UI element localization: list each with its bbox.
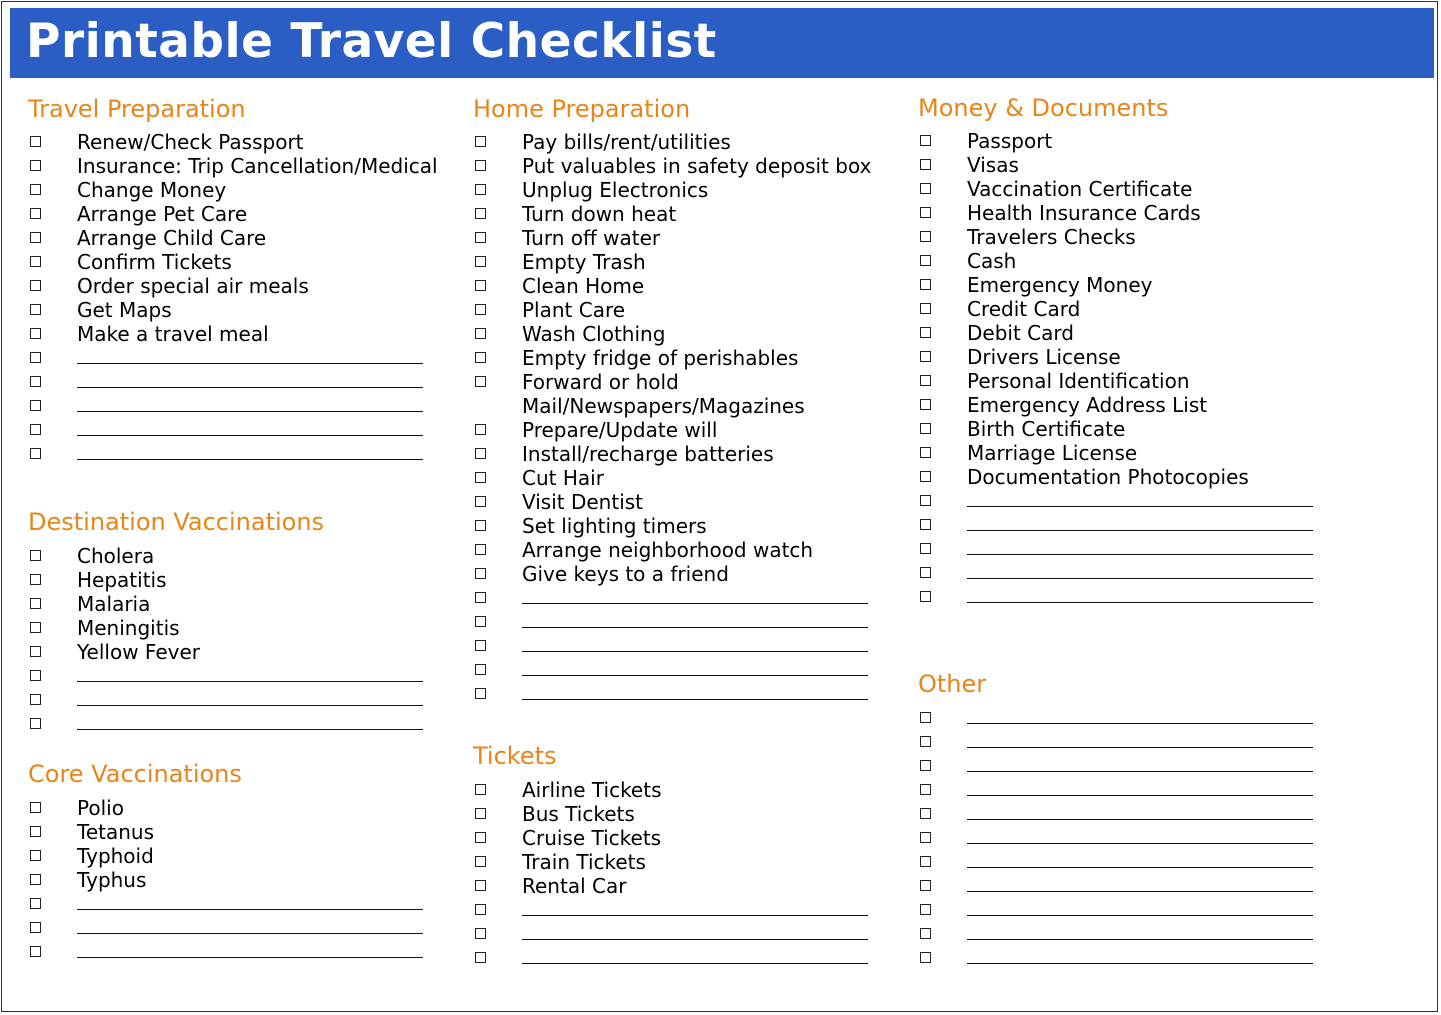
item-label: Prepare/Update will (522, 418, 718, 442)
item-label: Airline Tickets (522, 778, 662, 802)
blank-checklist-item[interactable] (473, 610, 913, 634)
blank-checklist-item[interactable] (918, 489, 1358, 513)
checkbox[interactable] (475, 568, 486, 579)
item-label: Visit Dentist (522, 490, 644, 514)
write-in-line[interactable] (967, 939, 1313, 940)
item-label: Put valuables in safety deposit box (522, 154, 872, 178)
checkbox[interactable] (920, 231, 931, 242)
blank-checklist-item[interactable] (918, 513, 1358, 537)
item-label: Hepatitis (77, 568, 167, 592)
checkbox[interactable] (475, 952, 486, 963)
checklist-item[interactable] (473, 442, 913, 466)
checklist-item[interactable] (918, 321, 1358, 345)
checklist-item[interactable] (28, 868, 468, 892)
item-label: Cut Hair (522, 466, 604, 490)
checkbox[interactable] (475, 160, 486, 171)
write-in-line[interactable] (967, 963, 1313, 964)
blank-checklist-item[interactable] (918, 946, 1358, 970)
item-label: Mail/Newspapers/Magazines (522, 394, 805, 418)
item-label: Clean Home (522, 274, 645, 298)
blank-checklist-item[interactable] (918, 850, 1358, 874)
checklist (918, 129, 1358, 609)
blank-checklist-item[interactable] (28, 712, 468, 736)
checklist (473, 778, 913, 970)
blank-checklist-item[interactable] (28, 370, 468, 394)
checkbox[interactable] (920, 880, 931, 891)
checkbox[interactable] (30, 850, 41, 861)
checklist-item[interactable] (28, 640, 468, 664)
checkbox[interactable] (475, 232, 486, 243)
checkbox[interactable] (30, 256, 41, 267)
blank-checklist-item[interactable] (28, 394, 468, 418)
write-in-line[interactable] (967, 891, 1313, 892)
checkbox[interactable] (475, 640, 486, 651)
blank-checklist-item[interactable] (918, 826, 1358, 850)
blank-checklist-item[interactable] (473, 658, 913, 682)
checklist-item[interactable] (28, 322, 468, 346)
item-label: Credit Card (967, 297, 1081, 321)
checkbox[interactable] (920, 519, 931, 530)
item-label: Drivers License (967, 345, 1121, 369)
item-label: Visas (967, 153, 1019, 177)
checkbox[interactable] (30, 304, 41, 315)
item-label: Give keys to a friend (522, 562, 729, 586)
item-label: Vaccination Certificate (967, 177, 1193, 201)
checkbox[interactable] (920, 567, 931, 578)
checklist-item[interactable] (28, 796, 468, 820)
checklist-item[interactable] (918, 225, 1358, 249)
item-label: Set lighting timers (522, 514, 707, 538)
checklist-item[interactable] (918, 273, 1358, 297)
item-label: Marriage License (967, 441, 1138, 465)
checkbox[interactable] (920, 760, 931, 771)
checkbox[interactable] (920, 904, 931, 915)
checklist-item[interactable] (473, 346, 913, 370)
checkbox[interactable] (475, 784, 486, 795)
checkbox[interactable] (475, 664, 486, 675)
write-in-line[interactable] (77, 411, 423, 412)
write-in-line[interactable] (522, 603, 868, 604)
checklist-item[interactable] (473, 466, 913, 490)
item-label: Wash Clothing (522, 322, 666, 346)
checkbox[interactable] (920, 399, 931, 410)
blank-checklist-item[interactable] (918, 922, 1358, 946)
blank-checklist-item[interactable] (28, 916, 468, 940)
item-label: Passport (967, 129, 1053, 153)
checklist-item[interactable] (473, 874, 913, 898)
checklist-item[interactable] (918, 129, 1358, 153)
blank-checklist-item[interactable] (918, 802, 1358, 826)
item-label: Personal Identification (967, 369, 1190, 393)
blank-checklist-item[interactable] (473, 682, 913, 706)
item-label: Order special air meals (77, 274, 309, 298)
checkbox[interactable] (920, 255, 931, 266)
section-heading: Money & Documents (918, 94, 1169, 122)
checkbox[interactable] (475, 616, 486, 627)
checkbox[interactable] (920, 928, 931, 939)
blank-checklist-item[interactable] (28, 418, 468, 442)
write-in-line[interactable] (967, 506, 1313, 507)
checkbox[interactable] (920, 351, 931, 362)
write-in-line[interactable] (967, 867, 1313, 868)
item-label: Make a travel meal (77, 322, 269, 346)
item-label: Cholera (77, 544, 155, 568)
checkbox[interactable] (920, 591, 931, 602)
write-in-line[interactable] (967, 795, 1313, 796)
blank-checklist-item[interactable] (918, 778, 1358, 802)
checklist-item[interactable] (473, 154, 913, 178)
item-label: Emergency Money (967, 273, 1153, 297)
blank-checklist-item[interactable] (28, 442, 468, 466)
write-in-line[interactable] (77, 729, 423, 730)
write-in-line[interactable] (77, 681, 423, 682)
checklist-item[interactable] (28, 274, 468, 298)
item-label: Plant Care (522, 298, 626, 322)
section-heading: Home Preparation (473, 95, 691, 123)
checkbox[interactable] (30, 136, 41, 147)
item-label: Renew/Check Passport (77, 130, 304, 154)
checklist-item[interactable] (473, 274, 913, 298)
item-label: Get Maps (77, 298, 172, 322)
write-in-line[interactable] (967, 747, 1313, 748)
checkbox[interactable] (475, 928, 486, 939)
item-label: Documentation Photocopies (967, 465, 1249, 489)
checklist-item[interactable] (918, 417, 1358, 441)
checklist-item[interactable] (473, 850, 913, 874)
checkbox[interactable] (475, 592, 486, 603)
item-label: Arrange neighborhood watch (522, 538, 814, 562)
blank-checklist-item[interactable] (473, 634, 913, 658)
write-in-line[interactable] (77, 933, 423, 934)
blank-checklist-item[interactable] (918, 561, 1358, 585)
checklist-item[interactable] (28, 226, 468, 250)
checklist-item[interactable] (28, 844, 468, 868)
write-in-line[interactable] (522, 939, 868, 940)
checklist-item[interactable] (473, 826, 913, 850)
write-in-line[interactable] (967, 915, 1313, 916)
checklist-item[interactable] (918, 249, 1358, 273)
checklist-item[interactable] (918, 297, 1358, 321)
checkbox[interactable] (30, 598, 41, 609)
checklist-item[interactable] (28, 568, 468, 592)
checkbox[interactable] (475, 328, 486, 339)
checkbox[interactable] (30, 208, 41, 219)
checklist-item[interactable] (473, 226, 913, 250)
blank-checklist-item[interactable] (918, 898, 1358, 922)
checklist-item[interactable] (473, 130, 913, 154)
write-in-line[interactable] (967, 530, 1313, 531)
item-continuation (473, 394, 913, 418)
checklist-item[interactable] (473, 418, 913, 442)
checkbox[interactable] (920, 712, 931, 723)
checklist-item[interactable] (918, 441, 1358, 465)
checklist-item[interactable] (473, 562, 913, 586)
checklist-item[interactable] (473, 250, 913, 274)
item-label: Turn down heat (522, 202, 677, 226)
section-heading: Destination Vaccinations (28, 508, 325, 536)
checkbox[interactable] (920, 952, 931, 963)
item-label: Forward or hold (522, 370, 679, 394)
checkbox[interactable] (475, 256, 486, 267)
checklist-item[interactable] (28, 154, 468, 178)
blank-checklist-item[interactable] (473, 946, 913, 970)
checkbox[interactable] (30, 424, 41, 435)
blank-checklist-item[interactable] (473, 586, 913, 610)
write-in-line[interactable] (967, 771, 1313, 772)
section-core-vaccinations (28, 759, 468, 964)
write-in-line[interactable] (967, 578, 1313, 579)
checkbox[interactable] (920, 279, 931, 290)
write-in-line[interactable] (77, 363, 423, 364)
blank-checklist-item[interactable] (473, 922, 913, 946)
checkbox[interactable] (30, 802, 41, 813)
write-in-line[interactable] (967, 819, 1313, 820)
checkbox[interactable] (30, 184, 41, 195)
checkbox[interactable] (920, 375, 931, 386)
blank-checklist-item[interactable] (28, 940, 468, 964)
checklist-item[interactable] (918, 465, 1358, 489)
write-in-line[interactable] (522, 675, 868, 676)
checkbox[interactable] (475, 208, 486, 219)
checkbox[interactable] (30, 232, 41, 243)
checkbox[interactable] (30, 376, 41, 387)
item-label: Cash (967, 249, 1017, 273)
checkbox[interactable] (475, 520, 486, 531)
checkbox[interactable] (475, 880, 486, 891)
item-label: Tetanus (77, 820, 154, 844)
checklist-item[interactable] (28, 616, 468, 640)
item-label: Bus Tickets (522, 802, 635, 826)
write-in-line[interactable] (522, 963, 868, 964)
checkbox[interactable] (475, 832, 486, 843)
write-in-line[interactable] (522, 627, 868, 628)
checkbox[interactable] (920, 159, 931, 170)
checkbox[interactable] (920, 543, 931, 554)
item-label: Empty Trash (522, 250, 646, 274)
checkbox[interactable] (920, 303, 931, 314)
section-money-documents (918, 93, 1358, 609)
blank-checklist-item[interactable] (918, 730, 1358, 754)
checklist-item[interactable] (28, 130, 468, 154)
checkbox[interactable] (920, 784, 931, 795)
section-heading: Core Vaccinations (28, 760, 242, 788)
checkbox[interactable] (475, 448, 486, 459)
write-in-line[interactable] (522, 651, 868, 652)
write-in-line[interactable] (77, 705, 423, 706)
item-label: Cruise Tickets (522, 826, 662, 850)
item-label: Debit Card (967, 321, 1074, 345)
section-heading: Travel Preparation (28, 95, 246, 123)
item-label: Install/recharge batteries (522, 442, 774, 466)
item-label: Rental Car (522, 874, 627, 898)
item-label: Yellow Fever (77, 640, 201, 664)
item-label: Unplug Electronics (522, 178, 709, 202)
checkbox[interactable] (920, 135, 931, 146)
checklist-item[interactable] (473, 490, 913, 514)
checkbox[interactable] (920, 447, 931, 458)
checkbox[interactable] (920, 327, 931, 338)
item-label: Travelers Checks (967, 225, 1136, 249)
checkbox[interactable] (475, 280, 486, 291)
blank-checklist-item[interactable] (28, 892, 468, 916)
write-in-line[interactable] (967, 723, 1313, 724)
item-label: Pay bills/rent/utilities (522, 130, 731, 154)
checklist-item[interactable] (918, 177, 1358, 201)
item-label: Malaria (77, 592, 151, 616)
section-tickets (473, 741, 913, 970)
checklist-item[interactable] (473, 538, 913, 562)
section-heading: Tickets (473, 742, 557, 770)
checkbox[interactable] (30, 328, 41, 339)
checklist (473, 130, 913, 706)
checkbox[interactable] (30, 826, 41, 837)
checklist-item[interactable] (28, 298, 468, 322)
write-in-line[interactable] (967, 843, 1313, 844)
blank-checklist-item[interactable] (28, 688, 468, 712)
checkbox[interactable] (30, 550, 41, 561)
checkbox[interactable] (30, 448, 41, 459)
checkbox[interactable] (920, 471, 931, 482)
blank-checklist-item[interactable] (918, 706, 1358, 730)
checklist-item[interactable] (918, 345, 1358, 369)
item-label: Health Insurance Cards (967, 201, 1201, 225)
blank-checklist-item[interactable] (918, 585, 1358, 609)
item-label: Emergency Address List (967, 393, 1208, 417)
checkbox[interactable] (920, 495, 931, 506)
checklist-item[interactable] (28, 250, 468, 274)
item-label: Change Money (77, 178, 227, 202)
checkbox[interactable] (30, 622, 41, 633)
checklist-item[interactable] (473, 802, 913, 826)
item-label: Birth Certificate (967, 417, 1126, 441)
write-in-line[interactable] (77, 459, 423, 460)
checkbox[interactable] (920, 736, 931, 747)
checkbox[interactable] (30, 670, 41, 681)
checkbox[interactable] (30, 694, 41, 705)
blank-checklist-item[interactable] (28, 664, 468, 688)
item-label: Turn off water (522, 226, 661, 250)
write-in-line[interactable] (522, 915, 868, 916)
checklist-item[interactable] (473, 178, 913, 202)
section-travel-preparation (28, 94, 468, 466)
item-label: Arrange Child Care (77, 226, 267, 250)
checkbox[interactable] (475, 856, 486, 867)
checklist-item[interactable] (28, 820, 468, 844)
checklist-item[interactable] (28, 544, 468, 568)
checklist (28, 544, 468, 736)
checkbox[interactable] (30, 400, 41, 411)
checkbox[interactable] (475, 424, 486, 435)
page-title: Printable Travel Checklist (26, 14, 717, 69)
item-label: Typhus (77, 868, 147, 892)
checkbox[interactable] (920, 207, 931, 218)
checkbox[interactable] (30, 574, 41, 585)
checklist-item[interactable] (28, 592, 468, 616)
checkbox[interactable] (475, 352, 486, 363)
write-in-line[interactable] (522, 699, 868, 700)
checkbox[interactable] (30, 352, 41, 363)
checkbox[interactable] (475, 376, 486, 387)
checklist-item[interactable] (28, 202, 468, 226)
checkbox[interactable] (30, 718, 41, 729)
checklist-item[interactable] (28, 178, 468, 202)
checklist-item[interactable] (918, 153, 1358, 177)
checklist (918, 706, 1358, 970)
blank-checklist-item[interactable] (28, 346, 468, 370)
checkbox[interactable] (30, 874, 41, 885)
checkbox[interactable] (30, 898, 41, 909)
checklist (28, 130, 468, 466)
write-in-line[interactable] (77, 387, 423, 388)
checklist-item[interactable] (473, 202, 913, 226)
item-label: Arrange Pet Care (77, 202, 248, 226)
item-label: Train Tickets (522, 850, 646, 874)
checklist (28, 796, 468, 964)
checklist-item[interactable] (473, 514, 913, 538)
checklist-item[interactable] (918, 201, 1358, 225)
write-in-line[interactable] (967, 602, 1313, 603)
item-label: Insurance: Trip Cancellation/Medical (77, 154, 438, 178)
write-in-line[interactable] (77, 957, 423, 958)
blank-checklist-item[interactable] (473, 898, 913, 922)
checkbox[interactable] (475, 136, 486, 147)
checkbox[interactable] (475, 904, 486, 915)
checklist-item[interactable] (473, 298, 913, 322)
section-other (918, 669, 1358, 970)
checkbox[interactable] (920, 856, 931, 867)
blank-checklist-item[interactable] (918, 754, 1358, 778)
checkbox[interactable] (475, 496, 486, 507)
checklist-item[interactable] (473, 322, 913, 346)
checkbox[interactable] (30, 946, 41, 957)
checkbox[interactable] (475, 688, 486, 699)
item-label: Polio (77, 796, 124, 820)
checkbox[interactable] (475, 472, 486, 483)
item-label: Typhoid (77, 844, 154, 868)
checkbox[interactable] (475, 544, 486, 555)
blank-checklist-item[interactable] (918, 874, 1358, 898)
checkbox[interactable] (920, 183, 931, 194)
checkbox[interactable] (30, 922, 41, 933)
section-heading: Other (918, 670, 987, 698)
write-in-line[interactable] (77, 435, 423, 436)
write-in-line[interactable] (77, 909, 423, 910)
section-home-preparation (473, 94, 913, 706)
checkbox[interactable] (30, 160, 41, 171)
section-destination-vaccinations (28, 507, 468, 736)
checkbox[interactable] (30, 646, 41, 657)
checkbox[interactable] (475, 808, 486, 819)
blank-checklist-item[interactable] (918, 537, 1358, 561)
checklist-item[interactable] (918, 369, 1358, 393)
item-label: Empty fridge of perishables (522, 346, 799, 370)
checklist-item[interactable] (473, 778, 913, 802)
checklist-item[interactable] (918, 393, 1358, 417)
item-label: Confirm Tickets (77, 250, 232, 274)
item-label: Meningitis (77, 616, 180, 640)
checkbox[interactable] (475, 304, 486, 315)
checkbox[interactable] (920, 808, 931, 819)
checkbox[interactable] (920, 832, 931, 843)
write-in-line[interactable] (967, 554, 1313, 555)
checkbox[interactable] (920, 423, 931, 434)
checkbox[interactable] (30, 280, 41, 291)
title-banner (10, 8, 1434, 78)
checkbox[interactable] (475, 184, 486, 195)
checklist-item[interactable] (473, 370, 913, 394)
